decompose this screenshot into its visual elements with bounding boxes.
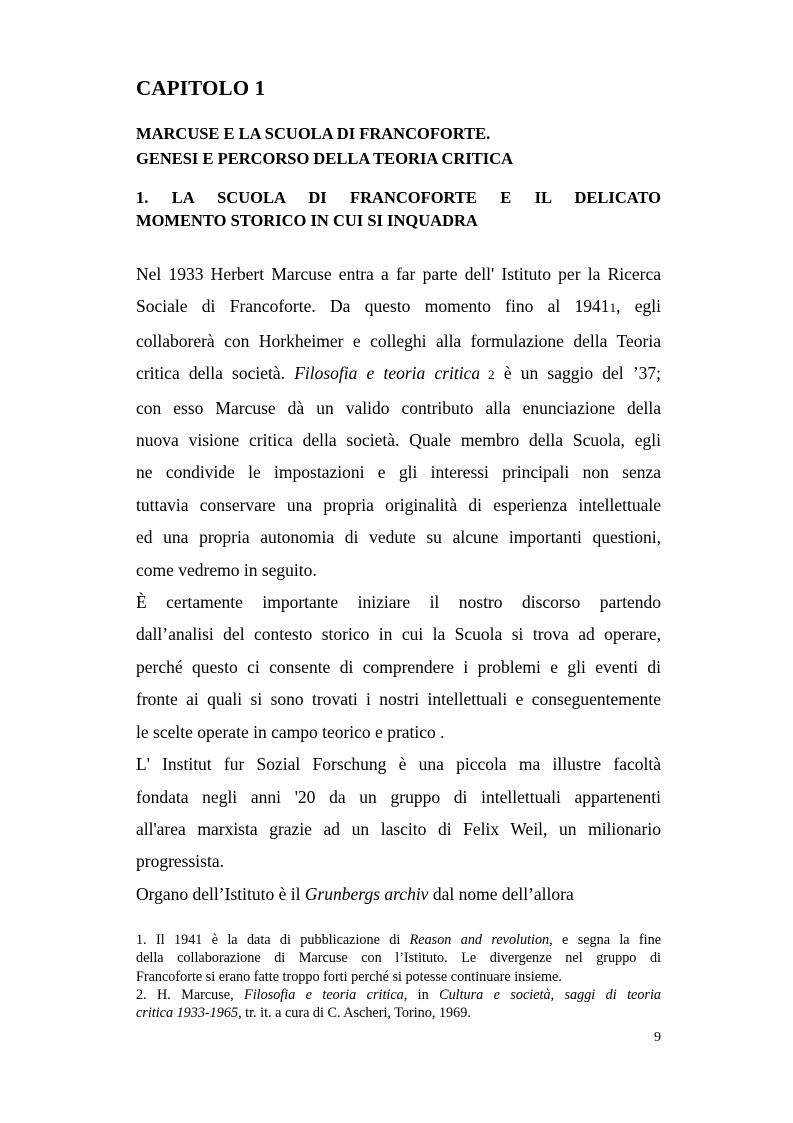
chapter-subtitle xyxy=(136,121,661,171)
body-line: critica della società. Filosofia e teoria critica 2 è un saggio del ’37; xyxy=(136,363,662,384)
footnote-1-line: 1. Il 1941 è la data di pubblicazione di Reason and revolution, e segna la fine xyxy=(136,932,661,948)
document-page xyxy=(136,0,661,1123)
body-line: Sociale di Francoforte. Da questo momento fino al 19411, egli xyxy=(136,296,661,317)
page-number: 9 xyxy=(654,1030,661,1045)
body-line: È certamente importante iniziare il nostro discorso partendo xyxy=(136,592,661,613)
section-heading-line-2: MOMENTO STORICO IN CUI SI INQUADRA xyxy=(136,211,478,230)
journal-title: Grunbergs archiv xyxy=(304,883,429,904)
body-line: con esso Marcuse dà un valido contributo alla enunciazione della xyxy=(136,397,661,418)
chapter-heading: CAPITOLO 1 xyxy=(136,76,266,100)
body-line: le scelte operate in campo teorico e pratico . xyxy=(136,721,445,742)
footnote-1-line: Francoforte si erano fatte troppo forti perché si potesse continuare insieme. xyxy=(136,968,562,985)
chapter-subtitle-line-2: GENESI E PERCORSO DELLA TEORIA CRITICA xyxy=(136,149,514,168)
body-line: Nel 1933 Herbert Marcuse entra a far parte dell' Istituto per la Ricerca xyxy=(136,264,661,284)
body-line: L' Institut fur Sozial Forschung è una piccola ma illustre facoltà xyxy=(136,754,661,775)
section-heading-line-1: 1. LA SCUOLA DI FRANCOFORTE E IL DELICATO xyxy=(136,188,661,207)
body-text xyxy=(136,258,661,910)
section-heading xyxy=(136,186,661,232)
body-line: ed una propria autonomia di vedute su alcune importanti questioni, xyxy=(136,527,661,548)
footnote-ref-1: 1 xyxy=(609,300,617,316)
chapter-subtitle-line-1: MARCUSE E LA SCUOLA DI FRANCOFORTE. xyxy=(136,124,491,143)
book-title: Filosofia e teoria critica xyxy=(294,363,481,384)
footnote-1-line: della collaborazione di Marcuse con l’Istituto. Le divergenze nel gruppo di xyxy=(136,950,661,967)
body-line: tuttavia conservare una propria originalità di esperienza intellettuale xyxy=(136,494,661,515)
footnote-2-line: 2. H. Marcuse, Filosofia e teoria critica, in Cultura e società, saggi di teoria xyxy=(136,986,661,1003)
body-line: progressista. xyxy=(136,851,224,872)
body-line: all'area marxista grazie ad un lascito di Felix Weil, un milionario xyxy=(136,818,661,839)
body-line: dall’analisi del contesto storico in cui la Scuola si trova ad operare, xyxy=(136,624,661,645)
footnote-ref-2: 2 xyxy=(480,367,495,383)
body-line: collaborerà con Horkheimer e colleghi alla formulazione della Teoria xyxy=(136,330,661,351)
body-line: nuova visione critica della società. Quale membro della Scuola, egli xyxy=(136,430,661,451)
body-line: come vedremo in seguito. xyxy=(136,559,317,580)
body-line: perché questo ci consente di comprendere i problemi e gli eventi di xyxy=(136,656,661,677)
body-line: ne condivide le impostazioni e gli interessi principali non senza xyxy=(136,462,661,483)
footnote-2-line: critica 1933-1965, tr. it. a cura di C. Ascheri, Torino, 1969. xyxy=(136,1005,471,1022)
body-line: Organo dell’Istituto è il Grunbergs archiv dal nome dell’allora xyxy=(136,883,574,904)
body-line: fronte ai quali si sono trovati i nostri intellettuali e conseguentemente xyxy=(136,689,661,710)
body-line: fondata negli anni '20 da un gruppo di intellettuali appartenenti xyxy=(136,786,661,807)
footnotes xyxy=(136,931,661,1022)
